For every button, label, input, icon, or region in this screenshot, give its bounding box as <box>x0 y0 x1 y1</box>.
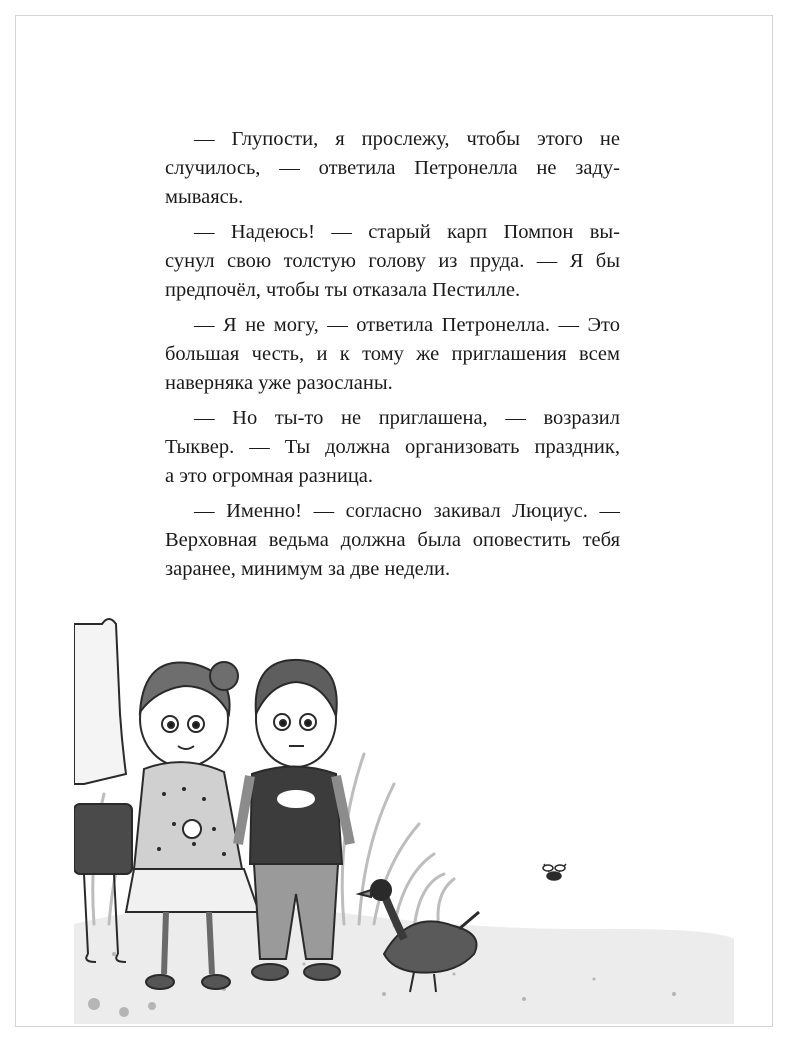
text-line: предпочёл, чтобы ты отказала Пестилле. <box>165 279 521 301</box>
text-line: Верховная ведьма должна была оповестить тебя <box>165 529 620 551</box>
paragraph-4 <box>165 404 620 491</box>
text-line: сунул свою толстую голову из пруда. — Я бы <box>165 250 620 272</box>
children-and-duck-illustration-icon <box>74 594 734 1024</box>
text-line: Тыквер. — Ты должна организовать праздник, <box>165 436 620 458</box>
boy-left-figure <box>74 619 132 962</box>
bug-icon <box>543 864 566 880</box>
text-line: мываясь. <box>165 186 244 208</box>
text-line: — Глупости, я прослежу, чтобы этого не <box>194 128 620 150</box>
paragraph-3 <box>165 311 620 398</box>
text-line: — Именно! — согласно закивал Люциус. — <box>194 500 620 522</box>
text-line: а это огромная разница. <box>165 465 374 487</box>
paragraph-1 <box>165 125 620 212</box>
text-line: заранее, минимум за две недели. <box>165 558 451 580</box>
text-line: случилось, — ответила Петронелла не заду- <box>165 157 620 179</box>
book-page <box>15 15 773 1027</box>
paragraph-5 <box>165 497 620 584</box>
paragraph-2 <box>165 218 620 305</box>
body-text <box>165 125 620 590</box>
text-line: — Я не могу, — ответила Петронелла. — Это <box>194 314 620 336</box>
text-line: — Надеюсь! — старый карп Помпон вы- <box>194 221 620 243</box>
text-line: наверняка уже разосланы. <box>165 372 393 394</box>
text-line: большая честь, и к тому же приглашения всем <box>165 343 620 365</box>
text-line: — Но ты-то не приглашена, — возразил <box>194 407 620 429</box>
